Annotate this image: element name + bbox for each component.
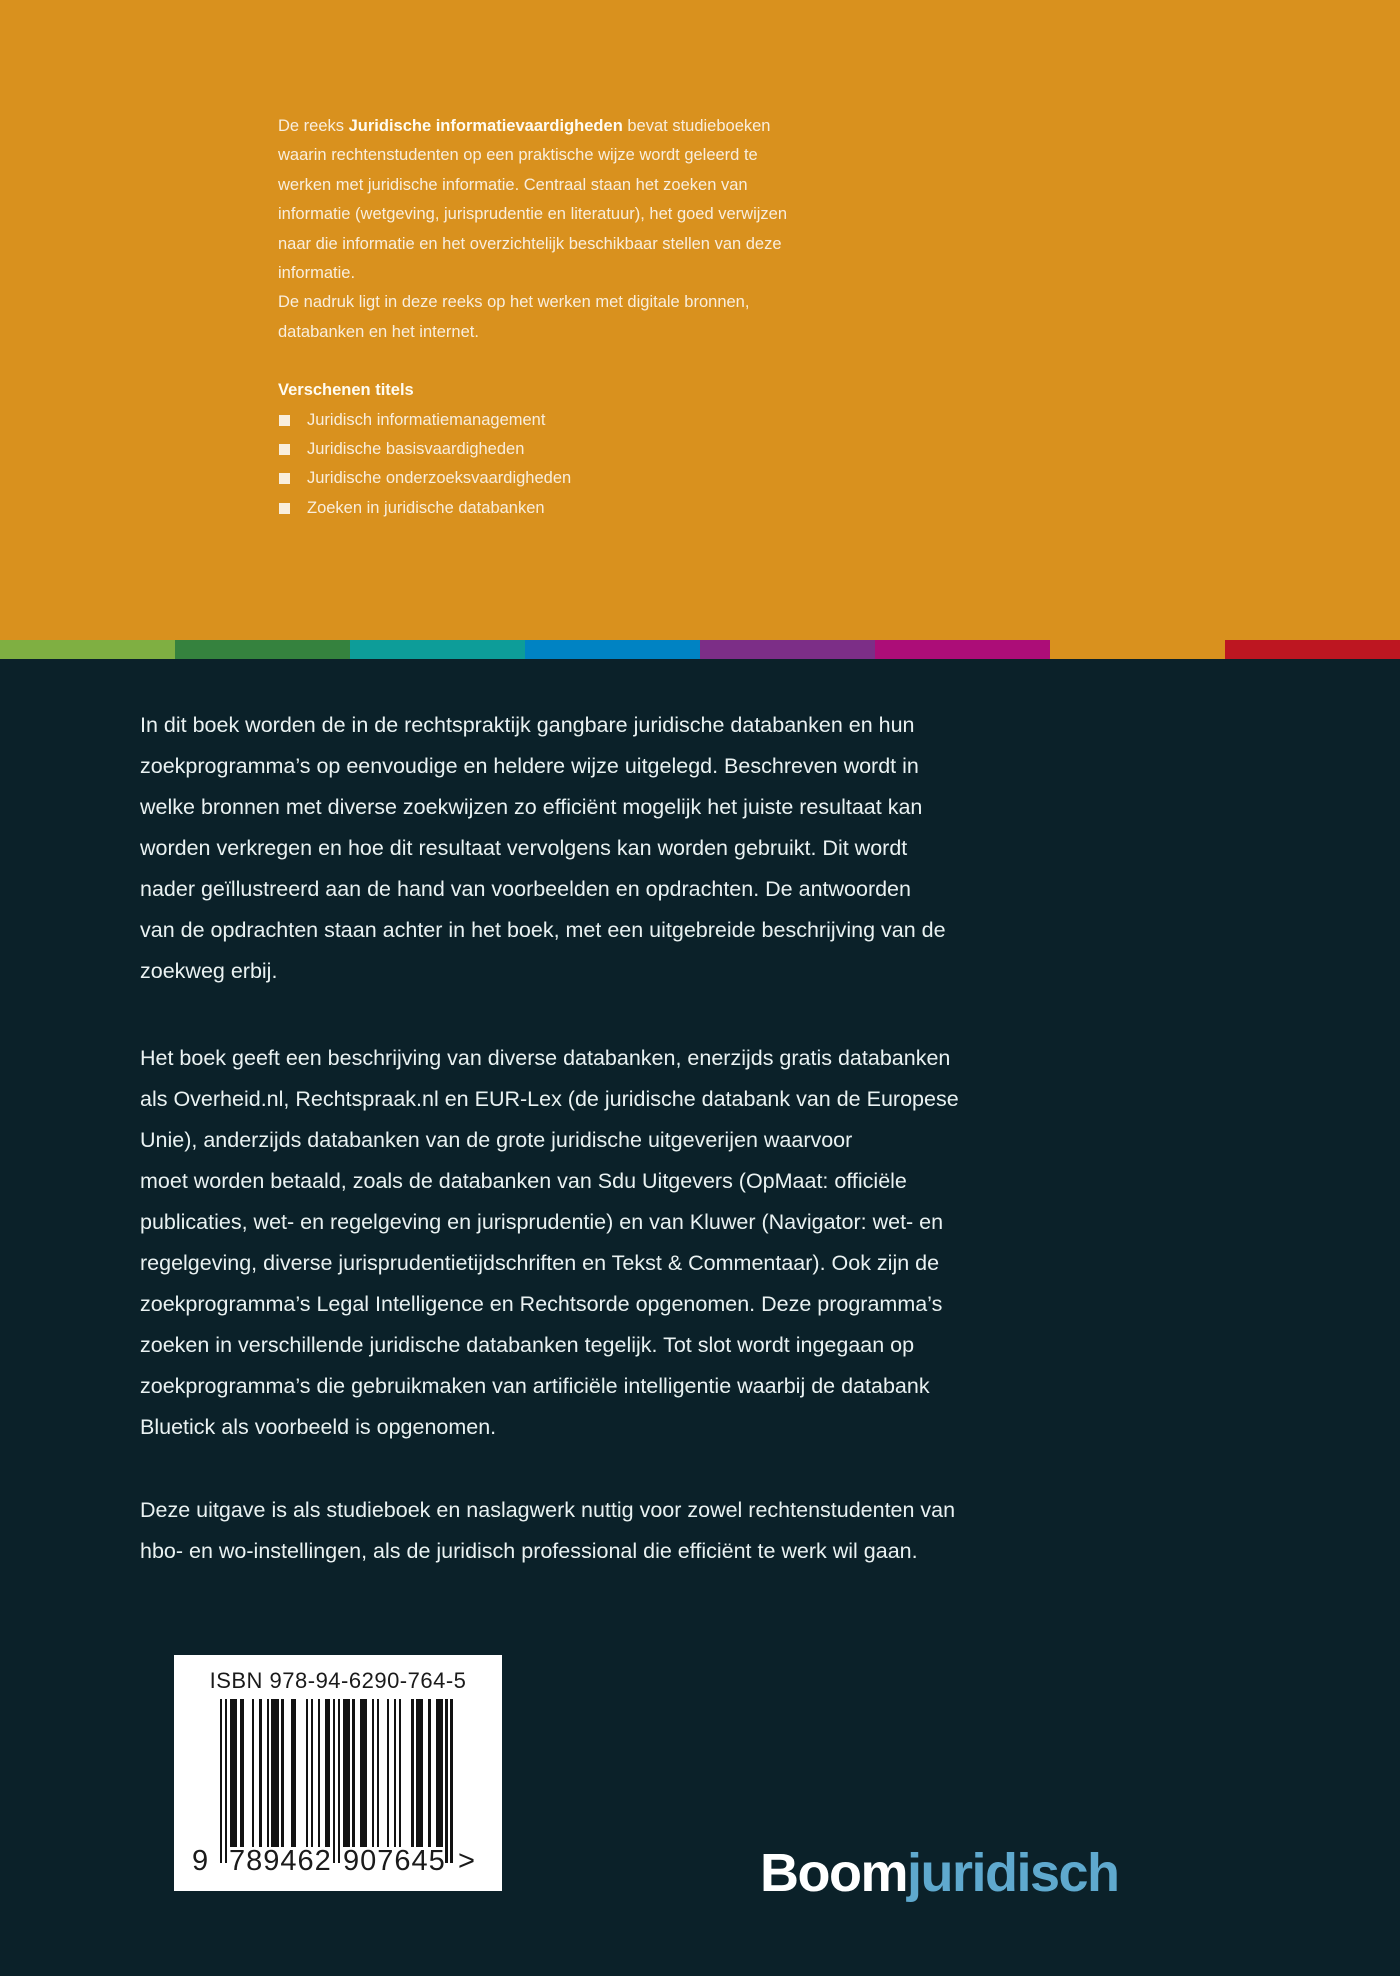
body-text-line: zoekprogramma’s die gebruikmaken van artificiële intelligentie waarbij de databank (140, 1374, 930, 1398)
body-text-line: Bluetick als voorbeeld is opgenomen. (140, 1415, 497, 1439)
barcode-bar (259, 1699, 261, 1847)
body-text-line: zoeken in verschillende juridische databanken tegelijk. Tot slot wordt ingegaan op (140, 1333, 915, 1357)
barcode-bar (338, 1699, 340, 1863)
barcode-digits-right: 907645 (343, 1845, 446, 1877)
body-text-line: van de opdrachten staan achter in het boek, met een uitgebreide beschrijving van de (140, 918, 946, 942)
stripe-cell (700, 640, 875, 659)
title-item (278, 494, 787, 523)
body-text-line: zoekprogramma’s op eenvoudige en heldere wijze uitgelegd. Beschreven wordt in (140, 754, 919, 778)
barcode-bar (394, 1699, 396, 1847)
series-intro-line: informatie (wetgeving, jurisprudentie en literatuur), het goed verwijzen (278, 205, 788, 224)
stripe-cell (875, 640, 1050, 659)
bullet-square-icon (279, 415, 290, 426)
barcode-bar (311, 1699, 313, 1847)
body-text-line: als Overheid.nl, Rechtspraak.nl en EUR-Lex (de juridische databank van de Europese (140, 1087, 959, 1111)
barcode-bar (271, 1699, 278, 1847)
series-intro-line: De nadruk ligt in deze reeks op het werken met digitale bronnen, (278, 293, 750, 312)
body-text-line: zoekweg erbij. (140, 959, 278, 983)
barcode-bars (220, 1699, 453, 1863)
color-stripe (0, 640, 1400, 659)
body-text-line: hbo- en wo-instellingen, als de juridisch professional die efficiënt te werk wil gaan. (140, 1539, 918, 1563)
barcode-bar (445, 1699, 447, 1863)
published-titles-heading: Verschenen titels (278, 381, 414, 400)
barcode-bar (428, 1699, 430, 1847)
barcode-digits (174, 1845, 502, 1879)
title-item (278, 406, 787, 435)
body-text-line: regelgeving, diverse jurisprudentietijdschriften en Tekst & Commentaar). Ook zijn de (140, 1251, 940, 1275)
stripe-cell (175, 640, 350, 659)
isbn-label: ISBN 978-94-6290-764-5 (209, 1668, 467, 1693)
barcode-bar (352, 1699, 354, 1847)
body-paragraph-3 (140, 1490, 955, 1572)
body-text-line: worden verkregen en hoe dit resultaat vervolgens kan worden gebruikt. Dit wordt (140, 836, 908, 860)
body-text-line: moet worden betaald, zoals de databanken van Sdu Uitgevers (OpMaat: officiële (140, 1169, 907, 1193)
body-paragraph-1 (140, 705, 946, 992)
barcode-bar (411, 1699, 413, 1847)
barcode-bar (387, 1699, 389, 1847)
barcode-bar (225, 1699, 227, 1863)
series-intro-lines (278, 141, 787, 347)
title-item (278, 435, 787, 464)
barcode-arrow: > (458, 1845, 475, 1877)
stripe-cell (525, 640, 700, 659)
published-titles-list (278, 406, 787, 524)
bullet-square-icon (279, 503, 290, 514)
barcode-bar (372, 1699, 374, 1847)
stripe-cell (1050, 640, 1225, 659)
title-label: Juridische onderzoeksvaardigheden (307, 469, 572, 488)
barcode-bar (325, 1699, 330, 1847)
barcode-bar (450, 1699, 452, 1863)
barcode-bar (318, 1699, 320, 1847)
title-label: Juridische basisvaardigheden (307, 440, 525, 459)
barcode-bar (436, 1699, 443, 1847)
stripe-cell (350, 640, 525, 659)
barcode-bar (291, 1699, 296, 1847)
barcode-bar (306, 1699, 308, 1847)
barcode-bar (252, 1699, 254, 1847)
barcode-bar (267, 1699, 269, 1847)
bullet-square-icon (279, 473, 290, 484)
body-text-line: Unie), anderzijds databanken van de grote juridische uitgeverijen waarvoor (140, 1128, 853, 1152)
body-text-line: Deze uitgave is als studieboek en naslagwerk nuttig voor zowel rechtenstudenten van (140, 1498, 956, 1522)
body-text-line: nader geïllustreerd aan de hand van voorbeelden en opdrachten. De antwoorden (140, 877, 911, 901)
barcode-bar (220, 1699, 222, 1863)
intro-prefix: De reeks (278, 117, 349, 135)
stripe-cell (1225, 640, 1400, 659)
series-intro-line: werken met juridische informatie. Centraal staan het zoeken van (278, 175, 748, 194)
body-text-line: publicaties, wet- en regelgeving en jurisprudentie) en van Kluwer (Navigator: wet- en (140, 1210, 944, 1234)
body-text-line: Het boek geeft een beschrijving van diverse databanken, enerzijds gratis databanken (140, 1046, 951, 1070)
body-text-line: welke bronnen met diverse zoekwijzen zo efficiënt mogelijk het juiste resultaat kan (140, 795, 923, 819)
barcode-bar (360, 1699, 367, 1847)
publisher-logo (760, 1842, 1119, 1904)
series-intro-line: naar die informatie en het overzichtelijk beschikbaar stellen van deze (278, 234, 782, 253)
barcode-bar (230, 1699, 237, 1847)
barcode-bar (377, 1699, 379, 1847)
series-intro-first-line (278, 112, 787, 141)
series-title-bold: Juridische informatievaardigheden (348, 117, 623, 135)
series-intro-line: databanken en het internet. (278, 322, 479, 341)
barcode-digit-first: 9 (192, 1845, 209, 1877)
title-label: Zoeken in juridische databanken (307, 498, 545, 517)
barcode-box (174, 1655, 502, 1891)
logo-boom: Boom (760, 1843, 907, 1903)
barcode-bar (240, 1699, 245, 1847)
body-paragraph-2 (140, 1038, 959, 1448)
barcode-bar (399, 1699, 401, 1847)
top-orange-section (0, 0, 1400, 640)
title-item (278, 464, 787, 493)
barcode-bar (333, 1699, 335, 1863)
barcode-bar (281, 1699, 283, 1847)
series-description (278, 112, 787, 523)
series-intro-line: waarin rechtenstudenten op een praktische wijze wordt geleerd te (278, 146, 758, 165)
bullet-square-icon (279, 444, 290, 455)
body-text-line: In dit boek worden de in de rechtspraktijk gangbare juridische databanken en hun (140, 713, 915, 737)
body-text-line: zoekprogramma’s Legal Intelligence en Rechtsorde opgenomen. Deze programma’s (140, 1292, 943, 1316)
barcode-digits-left: 789462 (229, 1845, 332, 1877)
barcode-bar (343, 1699, 350, 1847)
stripe-cell (0, 640, 175, 659)
title-label: Juridisch informatiemanagement (307, 410, 546, 429)
barcode-bar (416, 1699, 423, 1847)
series-intro-line: informatie. (278, 264, 356, 283)
logo-juridisch: juridisch (906, 1843, 1119, 1903)
intro-suffix: bevat studieboeken (622, 117, 771, 135)
